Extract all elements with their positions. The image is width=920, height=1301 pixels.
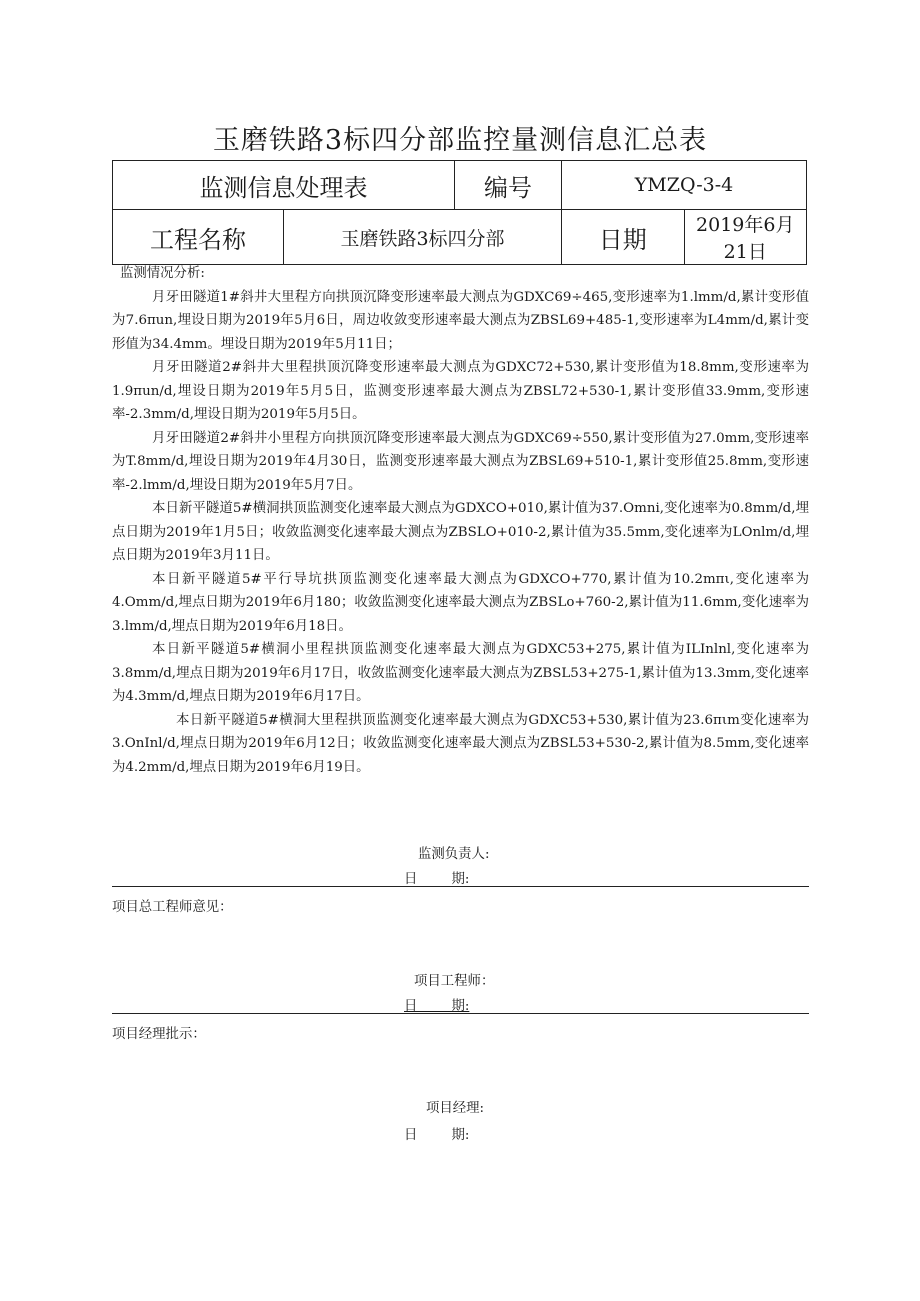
info-row-1 — [113, 161, 807, 210]
date-label-1: 日 期: — [404, 872, 470, 887]
date-value-cell: 2019年6月21日 — [684, 210, 807, 265]
analysis-paragraph: 月牙田隧道1#斜井大里程方向拱顶沉降变形速率最大测点为GDXC69÷465,变形速率为1.lmm/d,累计变形值为7.6πun,埋设日期为2019年5月6日，周边收敛变形速率最大测点为ZBSL69+485-1,变形速率为L4mm/d,累计变形值为34.4mm。埋设日期为2019年5月11日； — [112, 289, 809, 352]
date-label-2: 日 期: — [404, 999, 470, 1014]
number-value-cell: YMZQ-3-4 — [562, 161, 807, 210]
analysis-paragraph: 本日新平隧道5#横洞大里程拱顶监测变化速率最大测点为GDXC53+530,累计值为23.6πιm变化速率为3.OnInl/d,埋点日期为2019年6月12日；收敛监测变化速率最大测点为ZBSL53+530-2,累计值为8.5mm,变化速率为4.2mm/d,埋点日期为2019年6月19日。 — [112, 712, 809, 775]
manager-instruction-label: 项目经理批示： — [112, 1027, 206, 1042]
divider-line — [112, 1013, 809, 1014]
info-row-2 — [113, 210, 807, 265]
analysis-paragraph: 本日新平隧道5#横洞小里程拱顶监测变化速率最大测点为GDXC53+275,累计值为ILInlnl,变化速率为3.8mm/d,埋点日期为2019年6月17日，收敛监测变化速率最大测点为ZBSL53+275-1,累计值为13.3mm,变化速率为4.3mm/d,埋点日期为2019年6月17日。 — [112, 642, 809, 704]
project-engineer-label: 项目工程师： — [414, 974, 495, 989]
number-label-cell: 编号 — [455, 161, 562, 210]
analysis-paragraph: 月牙田隧道2#斜井小里程方向拱顶沉降变形速率最大测点为GDXC69÷550,累计变形值为27.0mm,变形速率为T.8mm/d,埋设日期为2019年4月30日，监测变形速率最大测点为ZBSL69+510-1,累计变形值25.8mm,变形速率-2.lmm/d,埋设日期为2019年5月7日。 — [112, 430, 809, 493]
analysis-section — [112, 262, 809, 779]
form-name-cell: 监测信息处理表 — [113, 161, 455, 210]
analysis-paragraph: 本日新平隧道5#横洞拱顶监测变化速率最大测点为GDXCO+010,累计值为37.Omni,变化速率为0.8mm/d,埋点日期为2019年1月5日；收敛监测变化速率最大测点为ZBSLO+010-2,累计值为35.5mm,变化速率为LOnlm/d,埋点日期为2019年3月11日。 — [112, 501, 809, 563]
project-label-cell: 工程名称 — [113, 210, 284, 265]
analysis-paragraph: 本日新平隧道5#平行导坑拱顶监测变化速率最大测点为GDXCO+770,累计值为10.2mπι,变化速率为4.Omm/d,埋点日期为2019年6月180；收敛监测变化速率最大测点为ZBSLo+760-2,累计值为11.6mm,变化速率为3.lmm/d,埋点日期为2019年6月18日。 — [112, 571, 809, 634]
project-value-cell: 玉磨铁路3标四分部 — [284, 210, 562, 265]
analysis-heading: 监测情况分析: — [120, 266, 205, 281]
project-manager-label: 项目经理: — [426, 1101, 485, 1116]
chief-engineer-opinion-label: 项目总工程师意见： — [112, 900, 233, 915]
date-label-3: 日 期: — [404, 1128, 470, 1143]
info-table — [112, 160, 807, 265]
analysis-paragraph: 月牙田隧道2#斜井大里程拱顶沉降变形速率最大测点为GDXC72+530,累计变形值为18.8mm,变形速率为1.9πun/d,埋设日期为2019年5月5日，监测变形速率最大测点为ZBSL72+530-1,累计变形值33.9mm,变形速率-2.3mm/d,埋设日期为2019年5月5日。 — [112, 360, 809, 422]
monitor-lead-label: 监测负责人: — [418, 847, 490, 862]
divider-line — [112, 886, 809, 887]
date-label-cell: 日期 — [562, 210, 685, 265]
page-title: 玉磨铁路3标四分部监控量测信息汇总表 — [212, 125, 708, 156]
